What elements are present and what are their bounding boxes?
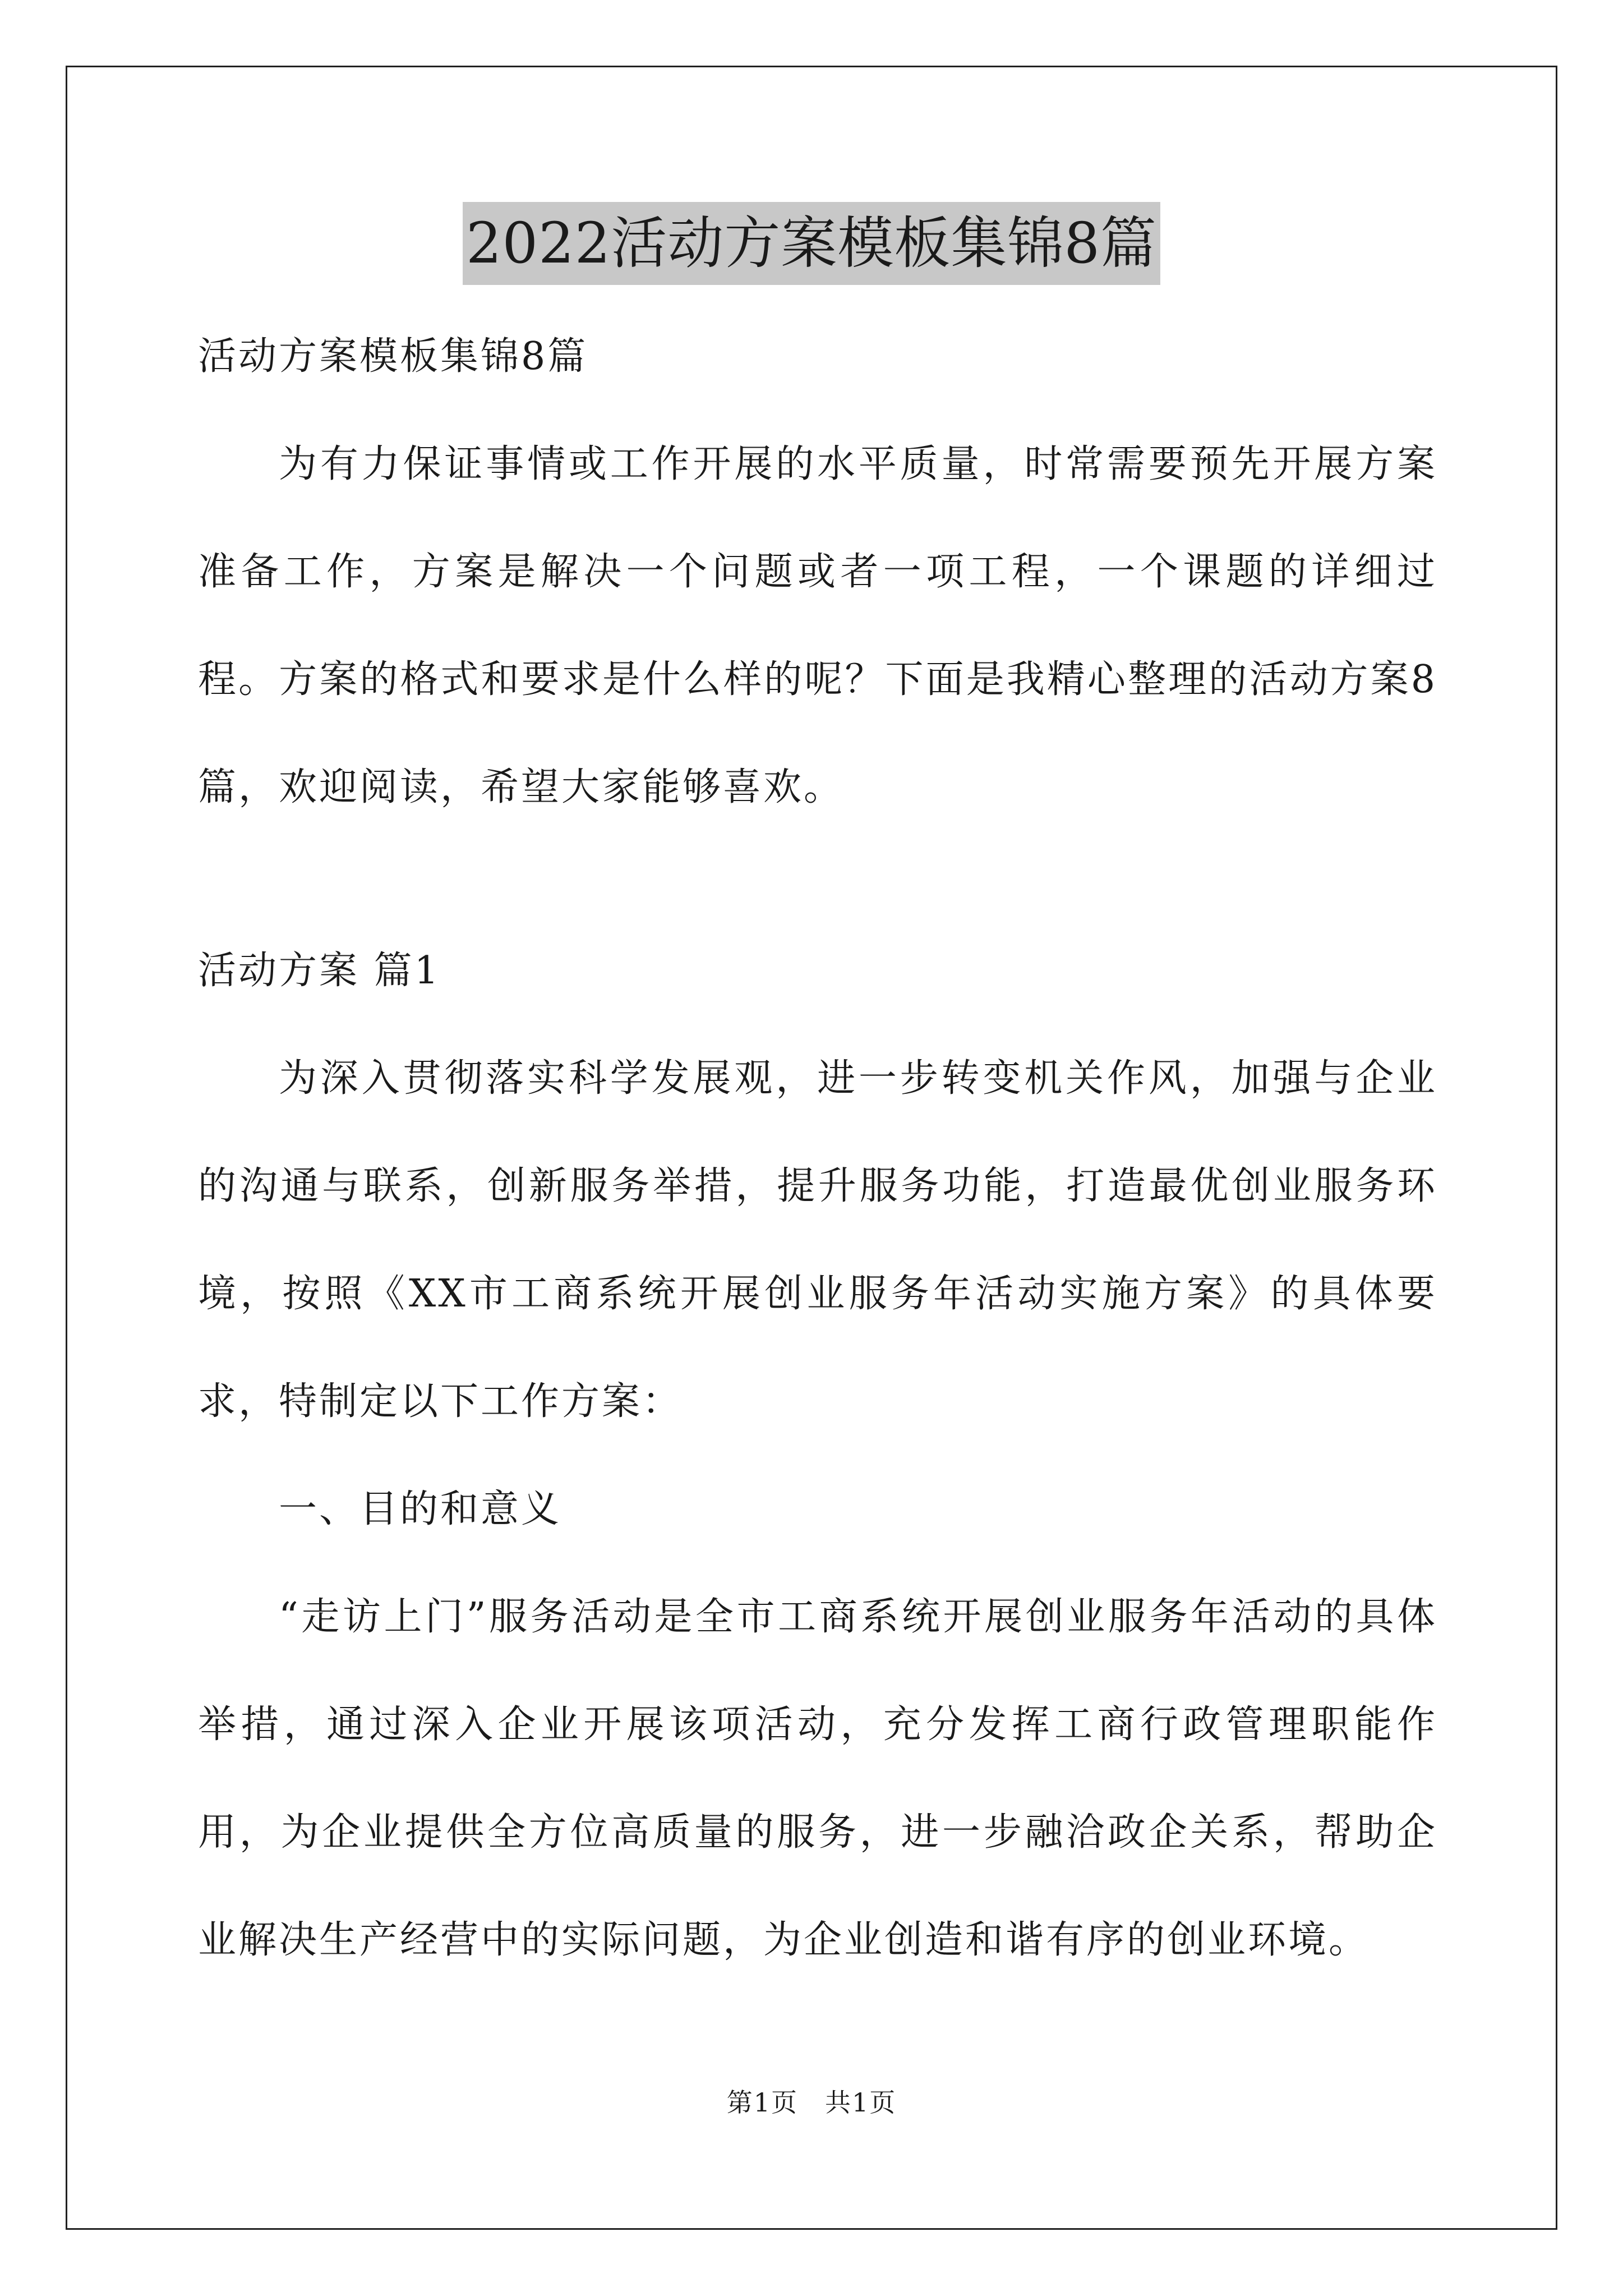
section-heading: 活动方案 篇1 bbox=[198, 949, 441, 993]
item-body-text: “走访上门”服务活动是全市工商系统开展创业服务年活动的具体举措，通过深入企业开展该项活动，充分发挥工商行政管理职能作用，为企业提供全方位高质量的服务，进一步融洽政企关系，帮助企业解决生产经营中的实际问题，为企业创造和谐有序的创业环境。 bbox=[198, 1595, 1437, 1962]
item-heading-paragraph bbox=[198, 1456, 1437, 1563]
section-intro-text: 为深入贯彻落实科学发展观，进一步转变机关作风，加强与企业的沟通与联系，创新服务举措，提升服务功能，打造最优创业服务环境，按照《XX市工商系统开展创业服务年活动实施方案》的具体要求，特制定以下工作方案： bbox=[198, 1056, 1437, 1424]
item-body-paragraph bbox=[198, 1563, 1437, 1994]
document-body bbox=[198, 303, 1437, 1994]
item-heading: 一、目的和意义 bbox=[279, 1487, 562, 1531]
intro-paragraph bbox=[198, 411, 1437, 841]
intro-text: 为有力保证事情或工作开展的水平质量，时常需要预先开展方案准备工作，方案是解决一个问题或者一项工程，一个课题的详细过程。方案的格式和要求是什么样的呢？下面是我精心整理的活动方案8篇，欢迎阅读，希望大家能够喜欢。 bbox=[198, 442, 1437, 809]
page-footer: 第1页 共1页 bbox=[726, 2087, 897, 2118]
section-intro-paragraph bbox=[198, 1025, 1437, 1456]
document-subtitle: 活动方案模板集锦8篇 bbox=[198, 334, 588, 379]
title-container bbox=[0, 202, 1623, 285]
document-title: 2022活动方案模板集锦8篇 bbox=[463, 202, 1160, 285]
section-gap bbox=[198, 841, 1437, 917]
